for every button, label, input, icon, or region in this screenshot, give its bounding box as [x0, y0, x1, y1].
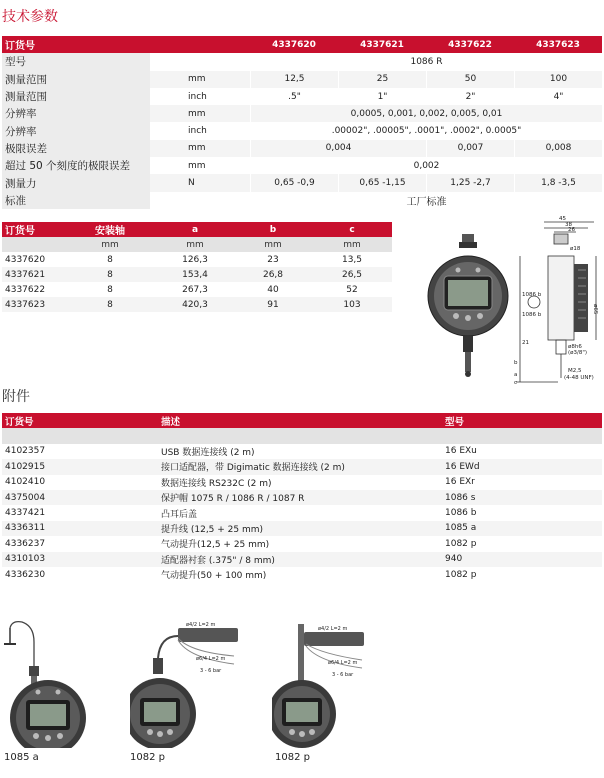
dims-cell: 4337620: [5, 254, 46, 265]
spec-value: 工厂标准: [250, 192, 602, 209]
dims-row: [2, 282, 392, 297]
spec-table: [2, 36, 602, 209]
accessories-table: [2, 413, 602, 582]
accessories-title: 附件: [2, 389, 30, 405]
spec-row: [2, 157, 602, 174]
figure-caption: 1082 p: [130, 752, 165, 763]
dim-label: c: [514, 380, 518, 386]
dims-cell: 103: [312, 297, 392, 312]
acc-row: [2, 505, 602, 520]
acc-cell: 940: [442, 552, 602, 567]
spec-value: 1,8 -3,5: [514, 174, 602, 191]
acc-header: 型号: [442, 413, 602, 428]
spec-value: 50: [426, 71, 514, 88]
acc-cell: 接口适配器，带 Digimatic 数据连接线 (2 m): [158, 459, 442, 474]
acc-row: [2, 475, 602, 490]
dim-label: ø18: [570, 246, 581, 252]
dims-cell: 4337623: [2, 297, 64, 312]
dims-unit: [2, 237, 64, 252]
dims-cell: 23: [267, 254, 279, 265]
dim-label: (4-48 UNF): [564, 375, 594, 381]
spec-row: [2, 140, 602, 157]
dims-cell: 26,8: [234, 267, 312, 282]
dims-unit-row: [2, 237, 392, 252]
acc-cell: 16 EXr: [445, 477, 475, 488]
spec-col: 4337623: [514, 36, 602, 53]
acc-cell: 适配器衬套 (.375" / 8 mm): [158, 552, 442, 567]
acc-row: [2, 536, 602, 551]
acc-cell: 1086 b: [445, 508, 477, 519]
spec-unit: N: [150, 174, 250, 191]
spec-value: 0,0005, 0,001, 0,002, 0,005, 0,01: [250, 105, 602, 122]
dims-unit: mm: [156, 237, 234, 252]
dim-label: ø8h6: [568, 344, 582, 350]
dims-cell: 126,3: [182, 254, 208, 265]
side-view: [516, 222, 596, 382]
spec-label: 标准: [2, 192, 150, 209]
dim-label: 1086 b: [522, 292, 542, 298]
dims-header-row: [2, 222, 392, 237]
dims-cell: 40: [267, 284, 279, 295]
spec-label: 测量范围: [2, 88, 150, 105]
spec-label: 超过 50 个刻度的极限误差: [2, 157, 150, 174]
technical-drawing: [418, 212, 602, 388]
dims-cell: 420,3: [156, 297, 234, 312]
spec-value: .5": [250, 88, 338, 105]
dim-label: 45: [559, 216, 566, 222]
acc-header-row: [2, 413, 602, 428]
acc-spacer-row: [2, 428, 602, 443]
dims-cell: 52: [346, 284, 358, 295]
pneu-label: ø4/2 L=2 m: [186, 622, 216, 628]
dims-cell: 153,4: [156, 267, 234, 282]
figure-caption: 1082 p: [275, 752, 310, 763]
dims-cell: 26,5: [312, 267, 392, 282]
spec-row: [2, 105, 602, 122]
acc-cell: 1085 a: [442, 521, 602, 536]
spec-value: 0,007: [426, 140, 514, 157]
acc-cell: 1082 p: [445, 538, 477, 549]
dims-cell: 4337622: [5, 284, 46, 295]
spec-row: [2, 192, 602, 209]
spec-label: 测量力: [2, 174, 150, 191]
acc-cell: 凸耳后盖: [161, 509, 198, 520]
spec-label: 分辨率: [2, 122, 150, 139]
dim-label: a: [514, 372, 518, 378]
dims-cell: 8: [107, 254, 113, 265]
acc-header: 订货号: [2, 413, 158, 428]
dims-row: [2, 267, 392, 282]
spec-value: 0,65 -1,15: [338, 174, 426, 191]
dim-label: M2,5: [568, 368, 582, 374]
spec-label: 极限误差: [2, 140, 150, 157]
spec-unit: inch: [188, 126, 207, 137]
acc-cell: 1082 p: [445, 569, 477, 580]
spec-label: 测量范围: [2, 71, 150, 88]
spec-label: 型号: [2, 53, 150, 70]
spec-unit: mm: [150, 71, 250, 88]
dim-label: 38: [565, 222, 572, 228]
spec-unit: [150, 53, 250, 70]
spec-col: 4337620: [250, 36, 338, 53]
spec-col: 4337621: [338, 36, 426, 53]
spec-value: 1": [338, 88, 426, 105]
acc-row: [2, 444, 602, 459]
dims-cell: 8: [64, 267, 156, 282]
spec-row: [2, 71, 602, 88]
acc-cell: 气动提升(50 + 100 mm): [161, 571, 267, 582]
spec-value: 1086 R: [250, 53, 602, 70]
pneu-label: 3 - 6 bar: [200, 668, 222, 674]
spec-row: [2, 122, 602, 139]
acc-row: [2, 552, 602, 567]
spec-header-label: 订货号: [2, 36, 150, 53]
spec-value: 100: [514, 71, 602, 88]
pneu-label: ø6/4 L=2 m: [196, 656, 226, 662]
pneu-label: 3 - 6 bar: [332, 672, 354, 678]
dims-header: a: [156, 222, 234, 237]
pneu-label: ø6/4 L=2 m: [328, 660, 358, 666]
spec-unit: [150, 192, 250, 209]
acc-cell: 4336237: [5, 538, 46, 549]
dims-row: [2, 297, 392, 312]
spec-title: 技术参数: [2, 9, 58, 25]
dims-header: c: [312, 222, 392, 237]
dims-table: [2, 222, 392, 312]
dim-label: ø65: [592, 304, 598, 315]
acc-row: [2, 521, 602, 536]
spec-value: 4": [514, 88, 602, 105]
dims-header: 安装轴: [64, 222, 156, 237]
spec-row: [2, 53, 602, 70]
acc-cell: 4102915: [2, 459, 158, 474]
dim-label: b: [514, 360, 518, 366]
acc-cell: 4336311: [2, 521, 158, 536]
acc-cell: 保护帽 1075 R / 1086 R / 1087 R: [158, 490, 442, 505]
acc-cell: 4337421: [5, 508, 46, 519]
dim-label: 26: [568, 227, 575, 233]
spec-value: 25: [338, 71, 426, 88]
spec-unit: mm: [150, 140, 250, 157]
gauge-1085a-illustration: [2, 618, 94, 748]
acc-cell: 4102357: [5, 446, 46, 457]
acc-cell: 4375004: [2, 490, 158, 505]
acc-row: [2, 567, 602, 582]
acc-cell: 16 EXu: [445, 446, 477, 457]
dim-label: 21: [522, 340, 529, 346]
spec-row: [2, 174, 602, 191]
spec-unit: inch: [188, 91, 207, 102]
front-view: [428, 234, 508, 377]
gauge-1082p-small-illustration: [130, 618, 248, 748]
dim-label: (ø3/8"): [568, 350, 588, 356]
figure-caption: 1085 a: [4, 752, 39, 763]
spec-value: 0,008: [514, 140, 602, 157]
spec-header-row: [2, 36, 602, 53]
spec-value: 1,25 -2,7: [426, 174, 514, 191]
dims-cell: 267,3: [182, 284, 208, 295]
acc-cell: 提升线 (12,5 + 25 mm): [158, 521, 442, 536]
acc-row: [2, 459, 602, 474]
dim-label: 1086 b: [522, 312, 542, 318]
spec-value: 0,002: [250, 157, 602, 174]
spec-value: 2": [426, 88, 514, 105]
dims-unit: mm: [234, 237, 312, 252]
dims-cell: 8: [107, 284, 113, 295]
acc-cell: 1086 s: [442, 490, 602, 505]
dims-cell: 91: [234, 297, 312, 312]
acc-cell: 气动提升(12,5 + 25 mm): [161, 540, 270, 551]
dims-row: [2, 252, 392, 267]
spec-value: 12,5: [250, 71, 338, 88]
acc-cell: 数据连接线 RS232C (2 m): [161, 478, 272, 489]
dims-header: 订货号: [2, 222, 64, 237]
spec-value: 0,004: [250, 140, 426, 157]
spec-row: [2, 88, 602, 105]
spec-unit: mm: [188, 160, 206, 171]
acc-row: [2, 490, 602, 505]
dims-unit: mm: [312, 237, 392, 252]
acc-cell: USB 数据连接线 (2 m): [161, 447, 255, 458]
acc-cell: 16 EWd: [442, 459, 602, 474]
acc-cell: 4336230: [5, 569, 46, 580]
dims-cell: 13,5: [341, 254, 363, 265]
dims-unit: mm: [64, 237, 156, 252]
dims-cell: 8: [64, 297, 156, 312]
acc-cell: 4310103: [2, 552, 158, 567]
spec-value: 0,65 -0,9: [250, 174, 338, 191]
acc-cell: 4102410: [5, 477, 46, 488]
spec-label: 分辨率: [2, 105, 150, 122]
gauge-1082p-large-illustration: [272, 618, 390, 748]
acc-header: 描述: [158, 413, 442, 428]
spec-col: 4337622: [426, 36, 514, 53]
spec-value: .00002", .00005", .0001", .0002", 0.0005": [250, 122, 602, 139]
pneu-label: ø4/2 L=2 m: [318, 626, 348, 632]
dims-cell: 4337621: [2, 267, 64, 282]
spec-unit: mm: [150, 105, 250, 122]
dims-header: b: [234, 222, 312, 237]
